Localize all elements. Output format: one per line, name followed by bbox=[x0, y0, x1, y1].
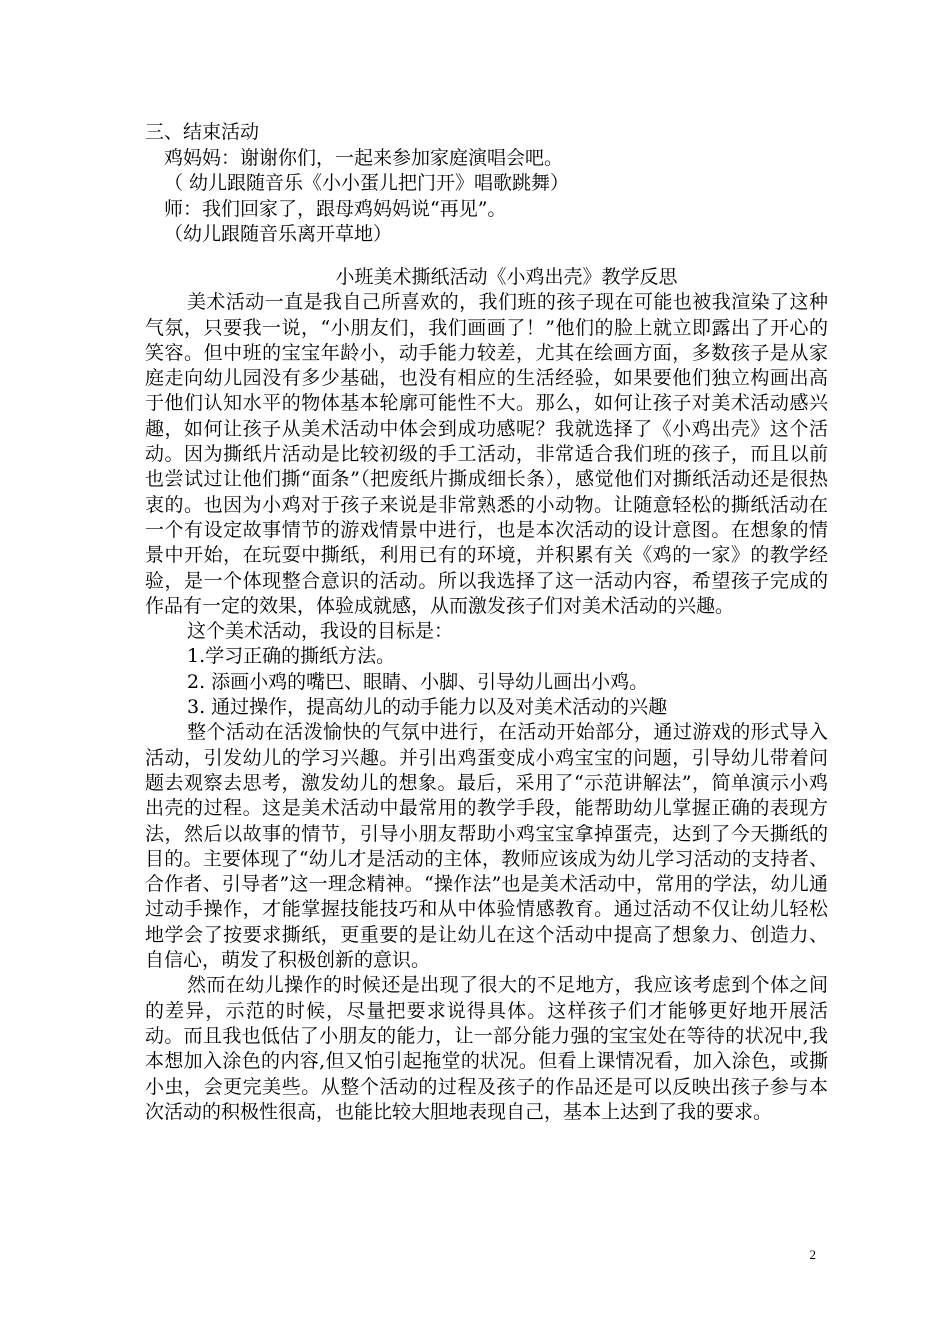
article-title: 小班美术撕纸活动《小鸡出壳》教学反思 bbox=[335, 266, 678, 288]
paragraph: 整个活动在活泼愉快的气氛中进行，在活动开始部分，通过游戏的形式导入活动，引发幼儿的学习兴趣。并引出鸡蛋变成小鸡宝宝的问题，引导幼儿带着问题去观察去思考，激发幼儿的想象。最后，采用了“示范讲解法”，简单演示小鸡出壳的过程。这是美术活动中最常用的教学手段，能帮助幼儿掌握正确的表现方法，然后以故事的情节，引导小朋友帮助小鸡宝宝拿掉蛋壳，达到了今天撕纸的目的。主要体现了“幼儿才是活动的主体，教师应该成为幼儿学习活动的支持者、合作者、引导者”这一理念精神。“操作法”也是美术活动中，常用的学法，幼儿通过动手操作，才能掌握技能技巧和从中体验情感教育。通过活动不仅让幼儿轻松地学会了按要求撕纸，更重要的是让幼儿在这个活动中提高了想象力、创造力、自信心，萌发了积极创新的意识。 bbox=[145, 721, 828, 972]
closing-activity-section bbox=[145, 120, 825, 248]
goal-item: 3. 通过操作，提高幼儿的动手能力以及对美术活动的兴趣 bbox=[187, 696, 668, 719]
paragraph: 然而在幼儿操作的时候还是出现了很大的不足地方，我应该考虑到个体之间的差异，示范的时候，尽量把要求说得具体。这样孩子们才能够更好地开展活动。而且我也低估了小朋友的能力，让一部分能力强的宝宝处在等待的状况中,我本想加入涂色的内容,但又怕引起拖堂的状况。但看上课情况看，加入涂色，或撕小虫，会更完美些。从整个活动的过程及孩子的作品还是可以反映出孩子参与本次活动的积极性很高，也能比较大胆地表现自己，基本上达到了我的要求。 bbox=[145, 974, 828, 1123]
goal-item: 1.学习正确的撕纸方法。 bbox=[187, 645, 396, 668]
reflection-article bbox=[145, 265, 828, 1125]
dialog-line: 鸡妈妈：谢谢你们，一起来参加家庭演唱会吧。 bbox=[164, 146, 564, 169]
page-number: 2 bbox=[809, 1247, 816, 1262]
section-heading: 三、结束活动 bbox=[145, 121, 260, 143]
dialog-line: （幼儿跟随音乐离开草地） bbox=[164, 223, 393, 245]
goals-intro: 这个美术活动，我设的目标是： bbox=[187, 620, 454, 643]
paragraph: 美术活动一直是我自己所喜欢的，我们班的孩子现在可能也被我渲染了这种气氛，只要我一说，“小朋友们，我们画画了！”他们的脸上就立即露出了开心的笑容。但中班的宝宝年龄小，动手能力较差，尤其在绘画方面，多数孩子是从家庭走向幼儿园没有多少基础，也没有相应的生活经验，如果要他们独立构画出高于他们认知水平的物体基本轮廓可能性不大。那么，如何让孩子对美术活动感兴趣，如何让孩子从美术活动中体会到成功感呢？我就选择了《小鸡出壳》这个活动。因为撕纸片活动是比较初级的手工活动，非常适合我们班的孩子，而且以前也尝试过让他们撕“面条”（把废纸片撕成细长条），感觉他们对撕纸活动还是很热衷的。也因为小鸡对于孩子来说是非常熟悉的小动物。让随意轻松的撕纸活动在一个有设定故事情节的游戏情景中进行，也是本次活动的设计意图。在想象的情景中开始，在玩耍中撕纸，利用已有的环境，并积累有关《鸡的一家》的教学经验，是一个体现整合意识的活动。所以我选择了这一活动内容，希望孩子完成的作品有一定的效果，体验成就感，从而激发孩子们对美术活动的兴趣。 bbox=[145, 291, 828, 617]
dialog-line: （ 幼儿跟随音乐《小小蛋儿把门开》唱歌跳舞） bbox=[164, 172, 570, 194]
goal-item: 2. 添画小鸡的嘴巴、眼睛、小脚、引导幼儿画出小鸡。 bbox=[187, 670, 649, 693]
dialog-line: 师：我们回家了，跟母鸡妈妈说“再见”。 bbox=[164, 197, 507, 220]
